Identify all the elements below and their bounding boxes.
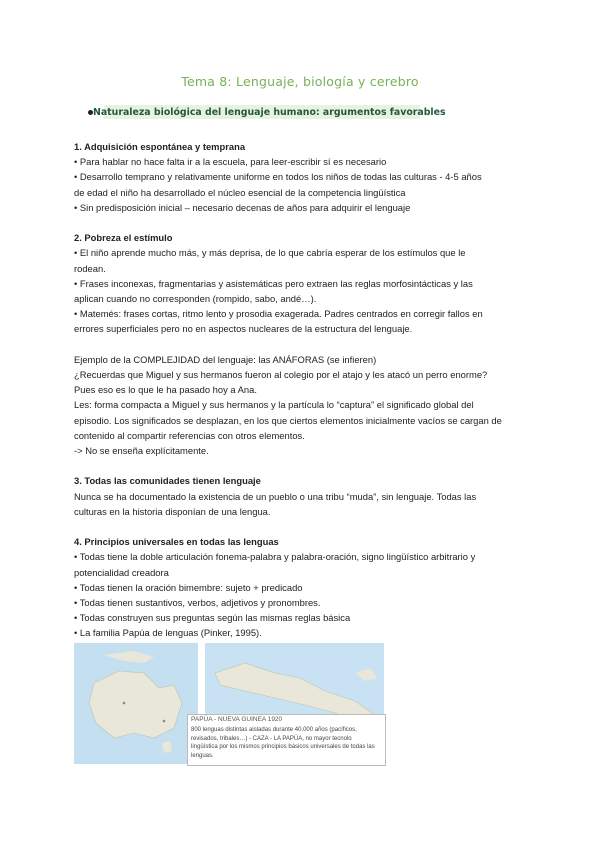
document-body [74,139,526,641]
spacer [74,458,526,473]
spacer [74,337,526,352]
text-line: Pues eso es lo que le ha pasado hoy a Ana. [74,384,257,396]
map-caption-title: PAPÚA - NUEVA GUINEA 1920 [191,716,283,723]
text-line: • Matemés: frases cortas, ritmo lento y prosodia exagerada. Padres centrados en corregir fallos en [74,308,483,320]
section-heading: Naturaleza biológica del lenguaje humano: argumentos favorables [93,107,446,118]
text-line: Ejemplo de la COMPLEJIDAD del lenguaje: las ANÁFORAS (se infieren) [74,353,377,365]
text-line: • Todas construyen sus preguntas según las mismas reglas básica [74,612,351,624]
australia-map-image [74,643,198,764]
text-line: culturas en la historia disponían de una lengua. [74,505,271,517]
text-line: rodean. [74,262,106,274]
text-line: • Frases inconexas, fragmentarias y asistemáticas pero extraen las reglas morfosintácticas y las [74,277,473,289]
text-line: potencialidad creadora [74,566,169,578]
text-line: • Todas tiene la doble articulación fonema-palabra y palabra-oración, signo lingüístico arbitrario y [74,551,476,563]
spacer [74,215,526,230]
section-2-heading: 2. Pobreza el estímulo [74,232,173,244]
text-line: Nunca se ha documentado la existencia de un pueblo o una tribu “muda”, sin lenguaje. Todas las [74,490,477,502]
text-line: episodio. Los significados se desplazan, en los que ciertos elementos inicialmente vacíos se cargan de [74,414,502,426]
text-line: errores superficiales pero no en aspectos nucleares de la estructura del lenguaje. [74,323,413,335]
map-caption-text: 800 lenguas distintas aisladas durante 40.000 años (pacíficos, revisados, tribales…) - CAZA - LA PAPÚA, no mayor tecnolo lingüística por los mismos principios básicos universales de todas las lenguas. [191,727,375,759]
section-1-heading: 1. Adquisición espontánea y temprana [74,141,246,152]
text-line: aplican cuando no corresponden (rompido, sabo, andé…). [74,293,317,305]
text-line: • Para hablar no hace falta ir a la escuela, para leer-escribir sí es necesario [74,156,387,168]
page-title: Tema 8: Lenguaje, biología y cerebro [181,74,419,89]
text-line: contenido al compartir referencias con otros elementos. [74,429,305,441]
text-line: • Desarrollo temprano y relativamente uniforme en todos los niños de todas las culturas - 4-5 años [74,171,482,183]
text-line: • La familia Papúa de lenguas (Pinker, 1995). [74,627,262,639]
spacer [74,519,526,534]
text-line: Les: forma compacta a Miguel y sus hermanos y la partícula lo “captura” el significado global del [74,399,474,411]
section-4-heading: 3. Todas las comunidades tienen lenguaje [74,475,261,487]
section-5-heading: 4. Principios universales en todas las lenguas [74,536,279,548]
text-line: • El niño aprende mucho más, y más deprisa, de lo que cabría esperar de los estímulos que le [74,247,466,259]
text-line: • Sin predisposición inicial – necesario decenas de años para adquirir el lenguaje [74,201,411,213]
text-line: ¿Recuerdas que Miguel y sus hermanos fueron al colegio por el atajo y les atacó un perro enorme? [74,369,488,381]
text-line: • Todas tienen sustantivos, verbos, adjetivos y pronombres. [74,597,321,609]
text-line: de edad el niño ha desarrollado el núcleo esencial de la competencia lingüística [74,186,406,198]
text-line: • Todas tienen la oración bimembre: sujeto + predicado [74,581,303,593]
text-line: -> No se enseña explícitamente. [74,445,209,457]
